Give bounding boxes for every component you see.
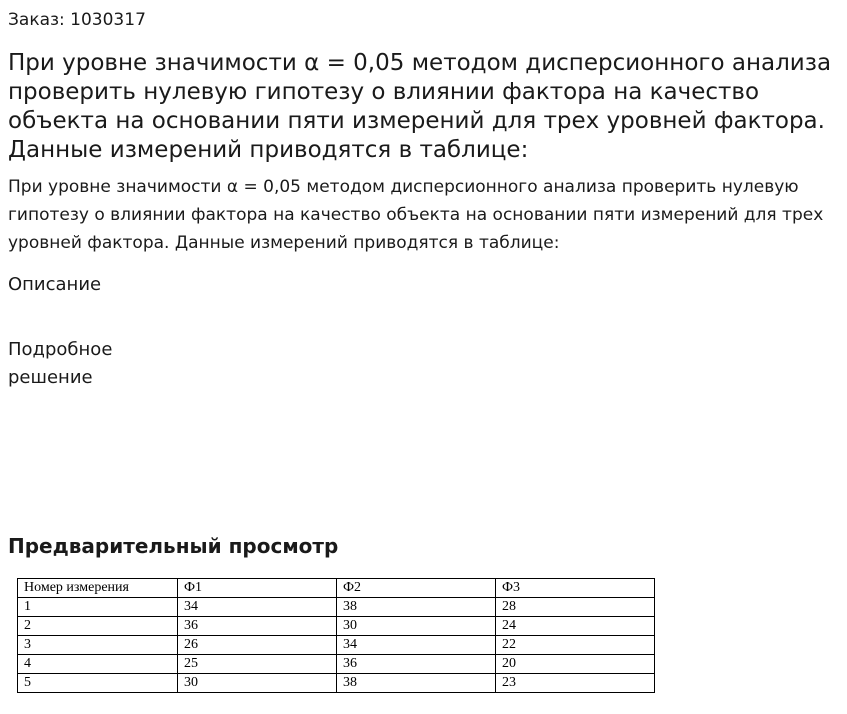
table-row [18,636,655,655]
table-cell: 36 [337,655,496,674]
table-cell: 24 [496,617,655,636]
table-cell: 38 [337,674,496,693]
table-header-cell: Ф2 [337,579,496,598]
table-cell: 5 [18,674,178,693]
table-cell: 2 [18,617,178,636]
preview-title: Предварительный просмотр [8,534,339,558]
table-cell: 22 [496,636,655,655]
table-row [18,598,655,617]
table-cell: 30 [337,617,496,636]
table-header-row [18,579,655,598]
table-cell: 38 [337,598,496,617]
table-cell: 20 [496,655,655,674]
table-cell: 23 [496,674,655,693]
task-heading: При уровне значимости α = 0,05 методом дисперсионного анализа проверить нулевую гипотезу о влиянии фактора на качество объекта на основании пяти измерений для трех уровней фактора. Данные измерений приводятся в таблице: [8,50,832,163]
table-cell: 26 [178,636,337,655]
task-description: При уровне значимости α = 0,05 методом дисперсионного анализа проверить нулевую гипотезу о влиянии фактора на качество объекта на основании пяти измерений для трех уровней фактора. Данные измерений приводятся в таблице: [8,177,824,253]
table-cell: 3 [18,636,178,655]
table-cell: 34 [337,636,496,655]
table-cell: 1 [18,598,178,617]
table-cell: 34 [178,598,337,617]
table-row [18,655,655,674]
table-row [18,674,655,693]
order-number: Заказ: 1030317 [8,10,146,30]
description-label: Описание [8,274,102,295]
preview-table [17,578,655,693]
table-row [18,617,655,636]
table-header-cell: Номер измерения [18,579,178,598]
table-cell: 28 [496,598,655,617]
table-cell: 4 [18,655,178,674]
table-cell: 30 [178,674,337,693]
table-header-cell: Ф1 [178,579,337,598]
table-header-cell: Ф3 [496,579,655,598]
table-cell: 36 [178,617,337,636]
table-cell: 25 [178,655,337,674]
detailed-solution-label: Подробное решение [8,339,113,388]
